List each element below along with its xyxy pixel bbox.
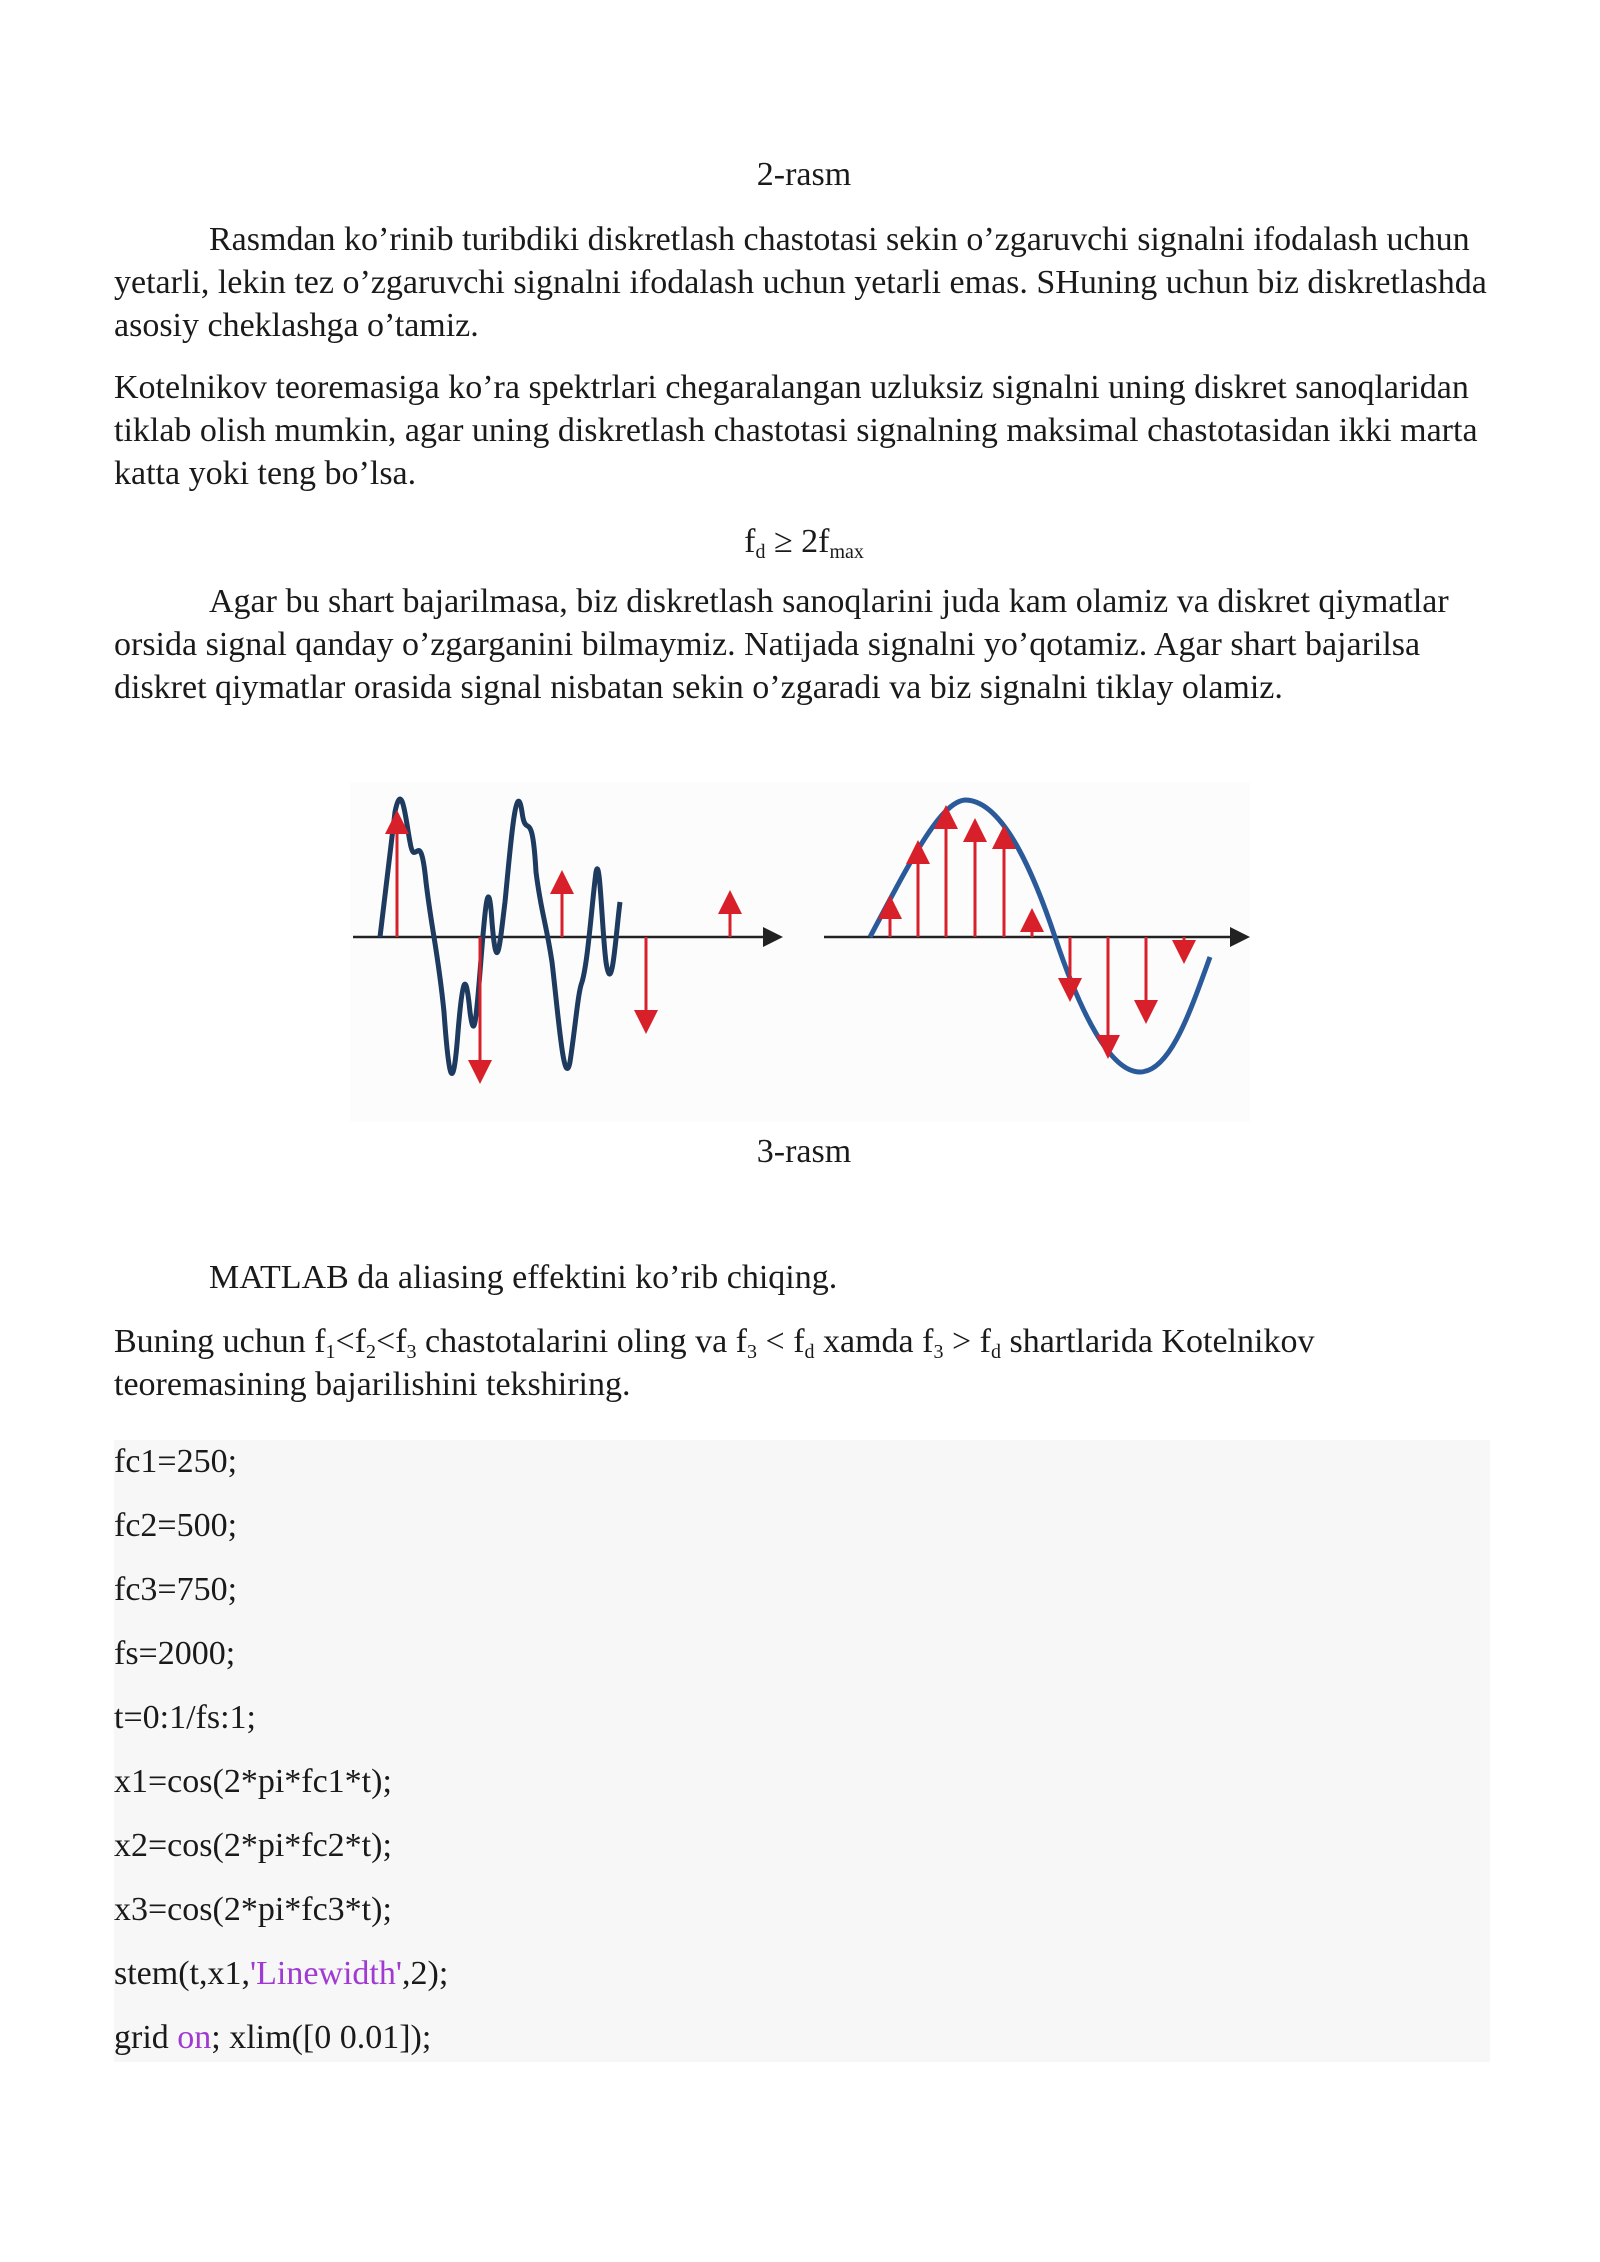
- sampling-figure: [350, 782, 1250, 1122]
- code-string-literal: 'Linewidth': [249, 1955, 402, 1992]
- code-line: t=0:1/fs:1;: [114, 1699, 256, 1736]
- code-line: fc1=250;: [114, 1443, 238, 1480]
- code-line: x2=cos(2*pi*fc2*t);: [114, 1827, 392, 1864]
- code-line: x1=cos(2*pi*fc1*t);: [114, 1763, 392, 1800]
- paragraph-5: Buning uchun $f_1<f_2<f_3$ chastotalarini oling va $f_3 < f_d$ xamda $f_3 > f_d$ shartlarida Kotelnikov teoremasining bajarilishini tekshiring.: [114, 1323, 1315, 1403]
- code-line: fs=2000;: [114, 1635, 236, 1672]
- code-line-stem: stem(t,x1,'Linewidth',2);: [114, 1955, 449, 1992]
- paragraph-3: Agar bu shart bajarilmasa, biz diskretlash sanoqlarini juda kam olamiz va diskret qiymatlar orsida signal qanday o’zgarganini bilmaymiz. Natijada signalni yo’qotamiz. Agar shart bajarilsa diskret qiymatlar orasida signal nisbatan sekin o’zgaradi va biz signalni tiklay olamiz.: [114, 583, 1449, 706]
- kotelnikov-formula: $f_d \ge 2f_{max}$: [744, 523, 864, 563]
- code-line: x3=cos(2*pi*fc3*t);: [114, 1891, 392, 1928]
- code-line: fc2=500;: [114, 1507, 238, 1544]
- sampling-illustration: [350, 782, 1250, 1122]
- figure-caption-3: 3-rasm: [756, 1133, 852, 1170]
- paragraph-2: Kotelnikov teoremasiga ko’ra spektrlari chegaralangan uzluksiz signalni uning diskret sanoqlaridan tiklab olish mumkin, agar uning diskretlash chastotasi signalning maksimal chastotasidan ikki marta katta yoki teng bo’lsa.: [114, 369, 1478, 492]
- figure-background: [350, 782, 1250, 1122]
- code-keyword: on: [177, 2019, 212, 2056]
- matlab-code-block: [114, 1440, 1490, 2062]
- code-line: fc3=750;: [114, 1571, 238, 1608]
- code-line-grid: grid on; xlim([0 0.01]);: [114, 2019, 432, 2056]
- paragraph-1: Rasmdan ko’rinib turibdiki diskretlash chastotasi sekin o’zgaruvchi signalni ifodalash uchun yetarli, lekin tez o’zgaruvchi signalni ifodalash uchun yetarli emas. SHuning uchun biz diskretlashda asosiy cheklashga o’tamiz.: [114, 221, 1487, 344]
- paragraph-4: MATLAB da aliasing effektini ko’rib chiqing.: [209, 1259, 838, 1296]
- figure-caption-2: 2-rasm: [756, 156, 852, 193]
